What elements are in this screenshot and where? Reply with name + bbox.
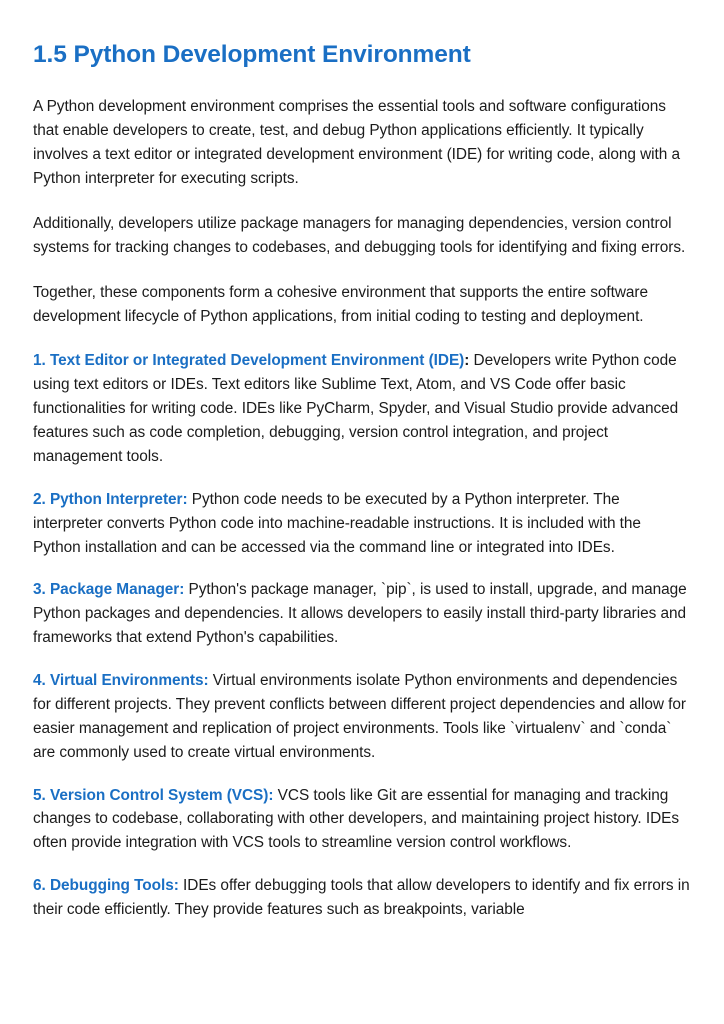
- list-item-3-colon: :: [179, 581, 185, 599]
- list-item-6-body: IDEs offer debugging tools that allow developers to identify and fix errors in their code efficiently. They provide features such as breakpoints, variable: [33, 877, 690, 919]
- paragraph-intro-3: Together, these components form a cohesive environment that supports the entire software development lifecycle of Python applications, from initial coding to testing and deployment.: [33, 283, 648, 325]
- list-item-2-body: Python code needs to be executed by a Python interpreter. The interpreter converts Python code into machine-readable instructions. It is included with the Python installation and can be accessed via the command line or integrated into IDEs.: [33, 490, 641, 556]
- list-item-2-lead: 2. Python Interpreter: [33, 490, 183, 508]
- list-item-2: [33, 488, 691, 560]
- list-item-4-lead: 4. Virtual Environments: [33, 672, 204, 690]
- list-item-1-lead: 1. Text Editor or Integrated Development Environment (IDE): [33, 352, 465, 370]
- list-item-2-colon: :: [182, 490, 188, 508]
- list-item-6: [33, 874, 691, 922]
- list-item-5: [33, 784, 691, 856]
- paragraph-intro-2: Additionally, developers utilize package managers for managing dependencies, version control systems for tracking changes to codebases, and debugging tools for identifying and fixing errors.: [33, 214, 686, 256]
- list-item-5-body: VCS tools like Git are essential for managing and tracking changes to codebase, collaborating with other developers, and maintaining project history. IDEs often provide integration with VCS tools to streamline version control workflows.: [33, 786, 680, 852]
- list-item-1-colon: :: [464, 352, 470, 370]
- list-item-5-lead: 5. Version Control System (VCS): [33, 786, 269, 804]
- list-item-6-colon: :: [173, 877, 179, 895]
- list-item-1-body: Developers write Python code using text editors or IDEs. Text editors like Sublime Text, Atom, and VS Code offer basic functionalities for writing code. IDEs like PyCharm, Spyder, and Visual Studio provide advanced features such as code completion, debugging, version control integration, and project management tools.: [33, 352, 679, 465]
- list-item-1: [33, 349, 691, 468]
- list-item-4: [33, 669, 691, 765]
- list-item-3: [33, 578, 691, 650]
- list-item-3-lead: 3. Package Manager: [33, 581, 180, 599]
- paragraph-intro-1: A Python development environment comprises the essential tools and software configurations that enable developers to create, test, and debug Python applications efficiently. It typically involves a text editor or integrated development environment (IDE) for writing code, along with a Python interpreter for executing scripts.: [33, 98, 681, 188]
- list-item-4-colon: :: [203, 672, 209, 690]
- page-title: 1.5 Python Development Environment: [33, 41, 471, 68]
- list-item-6-lead: 6. Debugging Tools: [33, 877, 174, 895]
- list-item-5-colon: :: [268, 786, 274, 804]
- list-item-4-body: Virtual environments isolate Python environments and dependencies for different projects. They prevent conflicts between different project dependencies and allow for easier management and replication of project environments. Tools like `virtualenv` and `conda` are commonly used to create virtual environments.: [33, 672, 686, 761]
- list-item-3-body: Python's package manager, `pip`, is used to install, upgrade, and manage Python packages and dependencies. It allows developers to easily install third-party libraries and frameworks that extend Python's capabilities.: [33, 581, 687, 647]
